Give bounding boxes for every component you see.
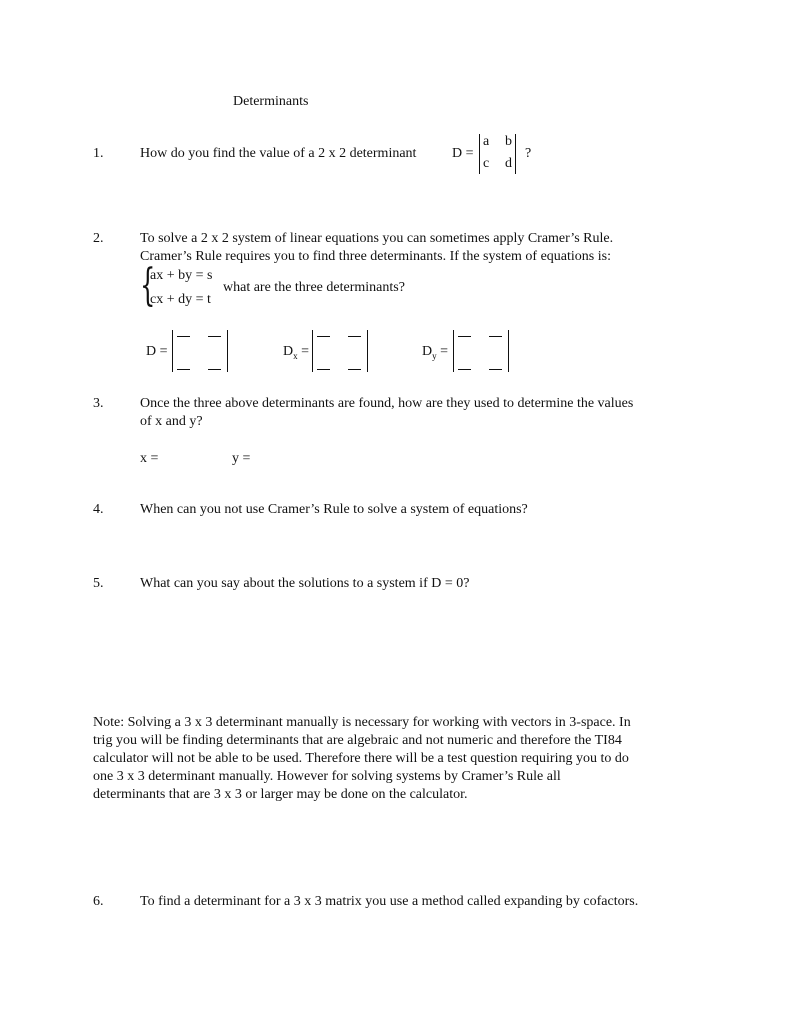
det-dy-equals: = xyxy=(440,344,449,359)
det-dx-left-bar xyxy=(312,330,313,372)
q3-y-label: y = xyxy=(232,451,251,466)
det-dy-blank-c xyxy=(458,369,471,370)
q2-prompt: what are the three determinants? xyxy=(223,280,405,295)
det-d-blank-a xyxy=(177,336,190,337)
det-d-blank-d xyxy=(208,369,221,370)
system-eq2: cx + dy = t xyxy=(150,292,211,307)
system-eq1: ax + by = s xyxy=(150,268,213,283)
note-line4: one 3 x 3 determinant manually. However for solving systems by Cramer’s Rule all xyxy=(93,769,561,784)
det-dx-equals: = xyxy=(301,344,310,359)
q1-number: 1. xyxy=(93,146,104,161)
det-dx-blank-d xyxy=(348,369,361,370)
q1-text: How do you find the value of a 2 x 2 determinant xyxy=(140,146,417,161)
q3-number: 3. xyxy=(93,396,104,411)
det-dy-label xyxy=(422,344,448,360)
det-dy-subscript: y xyxy=(432,351,437,361)
q2-number: 2. xyxy=(93,231,104,246)
det-d-label: D = xyxy=(146,344,168,359)
q3-line2: of x and y? xyxy=(140,414,203,429)
q1-matrix-b: b xyxy=(505,134,512,149)
det-d-blank-b xyxy=(208,336,221,337)
q3-x-label: x = xyxy=(140,451,159,466)
det-dx-subscript: x xyxy=(293,351,298,361)
q1-question-mark: ? xyxy=(525,146,532,161)
q5-number: 5. xyxy=(93,576,104,591)
q4-text: When can you not use Cramer’s Rule to solve a system of equations? xyxy=(140,502,528,517)
det-dy-blank-a xyxy=(458,336,471,337)
note-line1: Note: Solving a 3 x 3 determinant manually is necessary for working with vectors in 3-space. In xyxy=(93,715,631,730)
det-dy-right-bar xyxy=(508,330,509,372)
det-d-right-bar xyxy=(227,330,228,372)
det-dx-blank-a xyxy=(317,336,330,337)
det-dx-main: D xyxy=(283,344,294,359)
q2-line1: To solve a 2 x 2 system of linear equations you can sometimes apply Cramer’s Rule. xyxy=(140,231,614,246)
det-dy-blank-d xyxy=(489,369,502,370)
page-title: Determinants xyxy=(233,94,309,109)
note-line2: trig you will be finding determinants that are algebraic and not numeric and therefore the TI84 xyxy=(93,733,622,748)
det-d-left-bar xyxy=(172,330,173,372)
q6-number: 6. xyxy=(93,894,104,909)
q1-det-label: D = xyxy=(452,146,474,161)
system-brace: { xyxy=(140,260,156,311)
q1-matrix-a: a xyxy=(483,134,490,149)
q1-matrix-c: c xyxy=(483,156,490,171)
note-line5: determinants that are 3 x 3 or larger may be done on the calculator. xyxy=(93,787,468,802)
q2-line2: Cramer’s Rule requires you to find three determinants. If the system of equations is: xyxy=(140,249,611,264)
det-dx-blank-c xyxy=(317,369,330,370)
q1-det-left-bar xyxy=(479,134,480,174)
det-dy-blank-b xyxy=(489,336,502,337)
q6-text: To find a determinant for a 3 x 3 matrix you use a method called expanding by cofactors. xyxy=(140,894,639,909)
q1-det-right-bar xyxy=(515,134,516,174)
q1-matrix-d: d xyxy=(505,156,512,171)
det-dx-right-bar xyxy=(367,330,368,372)
det-dx-label xyxy=(283,344,309,360)
q4-number: 4. xyxy=(93,502,104,517)
det-dx-blank-b xyxy=(348,336,361,337)
q5-text: What can you say about the solutions to a system if D = 0? xyxy=(140,576,470,591)
q3-line1: Once the three above determinants are found, how are they used to determine the values xyxy=(140,396,634,411)
det-dy-main: D xyxy=(422,344,433,359)
det-d-blank-c xyxy=(177,369,190,370)
det-dy-left-bar xyxy=(453,330,454,372)
note-line3: calculator will not be able to be used. Therefore there will be a test question requiring you to do xyxy=(93,751,629,766)
